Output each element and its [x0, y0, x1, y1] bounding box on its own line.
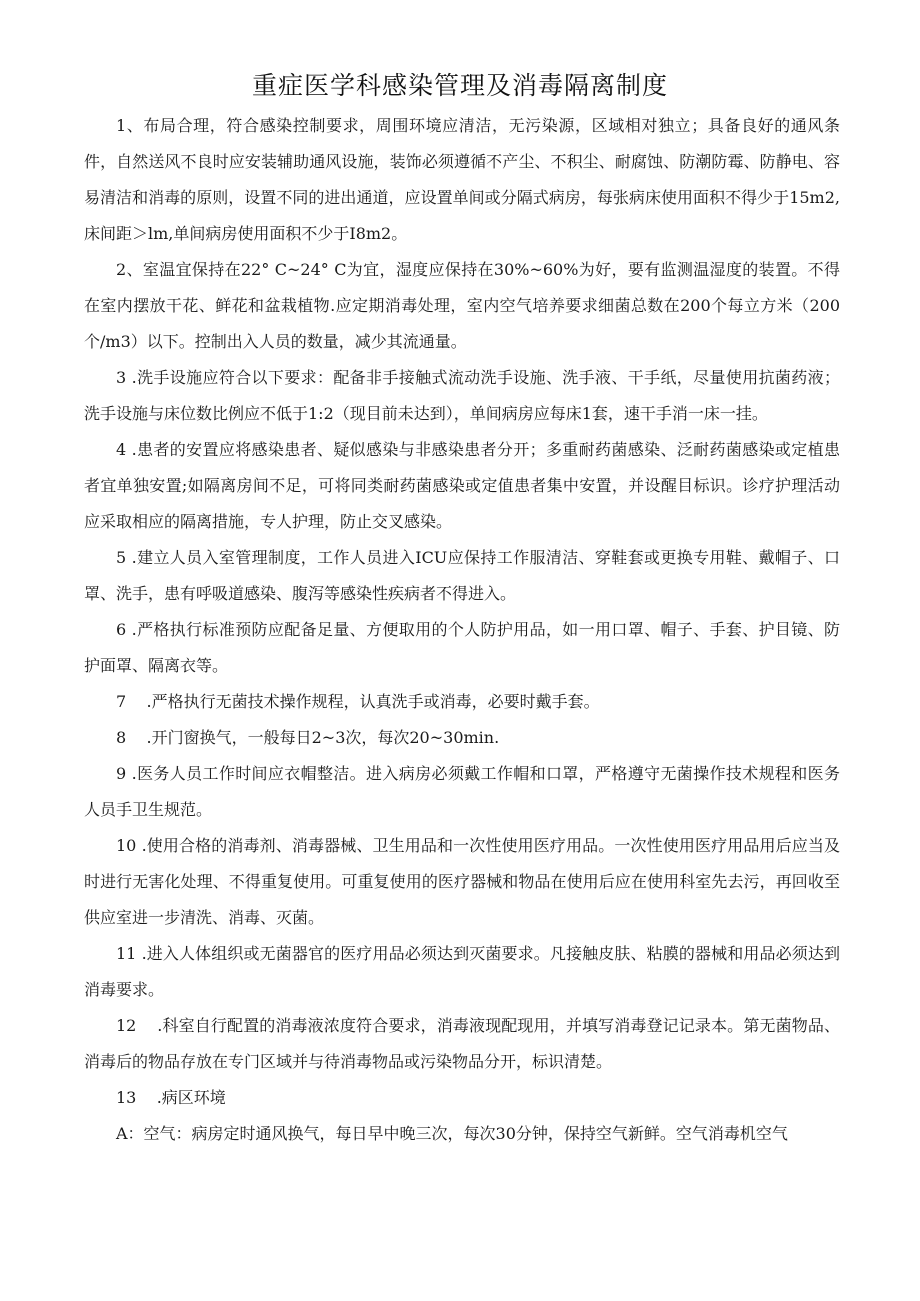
document-body [84, 108, 840, 1152]
paragraph-3: 3 .洗手设施应符合以下要求：配备非手接触式流动洗手设施、洗手液、干手纸，尽量使用抗菌药液；洗手设施与床位数比例应不低于1:2（现目前未达到），单间病房应每床1套，速干手消一床一挂。 [84, 368, 840, 423]
paragraph-10: 10 .使用合格的消毒剂、消毒器械、卫生用品和一次性使用医疗用品。一次性使用医疗用品用后应当及时进行无害化处理、不得重复使用。可重复使用的医疗器械和物品在使用后应在使用科室先去污，再回收至供应室进一步清洗、消毒、灭菌。 [84, 836, 840, 927]
paragraph-11: 11 .进入人体组织或无菌器官的医疗用品必须达到灭菌要求。凡接触皮肤、粘膜的器械和用品必须达到消毒要求。 [84, 944, 840, 999]
paragraph-7: 7 .严格执行无菌技术操作规程，认真洗手或消毒，必要时戴手套。 [116, 692, 600, 711]
paragraph-1: 1、布局合理，符合感染控制要求，周围环境应清洁，无污染源，区域相对独立；具备良好的通风条件，自然送风不良时应安装辅助通风设施，装饰必须遵循不产尘、不积尘、耐腐蚀、防潮防霉、防静电、容易清洁和消毒的原则，设置不同的进出通道，应设置单间或分隔式病房，每张病床使用面积不得少于15m2,床间距＞lm,单间病房使用面积不少于I8m2。 [84, 116, 840, 243]
paragraph-14: A：空气：病房定时通风换气，每日早中晚三次，每次30分钟，保持空气新鲜。空气消毒机空气 [116, 1124, 788, 1143]
paragraph-13: 13 .病区环境 [116, 1088, 226, 1107]
paragraph-5: 5 .建立人员入室管理制度，工作人员进入ICU应保持工作服清洁、穿鞋套或更换专用鞋、戴帽子、口罩、洗手，患有呼吸道感染、腹泻等感染性疾病者不得进入。 [84, 548, 840, 603]
document-title: 重症医学科感染管理及消毒隔离制度 [251, 71, 668, 100]
paragraph-8: 8 .开门窗换气，一般每日2~3次，每次20~30min. [116, 728, 500, 747]
paragraph-6: 6 .严格执行标准预防应配备足量、方便取用的个人防护用品，如一用口罩、帽子、手套、护目镜、防护面罩、隔离衣等。 [84, 620, 840, 675]
paragraph-4: 4 .患者的安置应将感染患者、疑似感染与非感染患者分开；多重耐药菌感染、泛耐药菌感染或定植患者宜单独安置;如隔离房间不足，可将同类耐药菌感染或定值患者集中安置，并设醒目标识。诊疗护理活动应采取相应的隔离措施，专人护理，防止交叉感染。 [84, 440, 840, 531]
paragraph-12: 12 .科室自行配置的消毒液浓度符合要求，消毒液现配现用，并填写消毒登记记录本。第无菌物品、消毒后的物品存放在专门区域并与待消毒物品或污染物品分开，标识清楚。 [84, 1016, 840, 1071]
paragraph-9: 9 .医务人员工作时间应衣帽整洁。进入病房必须戴工作帽和口罩，严格遵守无菌操作技术规程和医务人员手卫生规范。 [84, 764, 840, 819]
paragraph-2: 2、室温宜保持在22° C~24° C为宜，湿度应保持在30%~60%为好，要有监测温湿度的装置。不得在室内摆放干花、鲜花和盆栽植物.应定期消毒处理，室内空气培养要求细菌总数在200个每立方米（200个/m3）以下。控制出入人员的数量，减少其流通量。 [84, 260, 840, 351]
